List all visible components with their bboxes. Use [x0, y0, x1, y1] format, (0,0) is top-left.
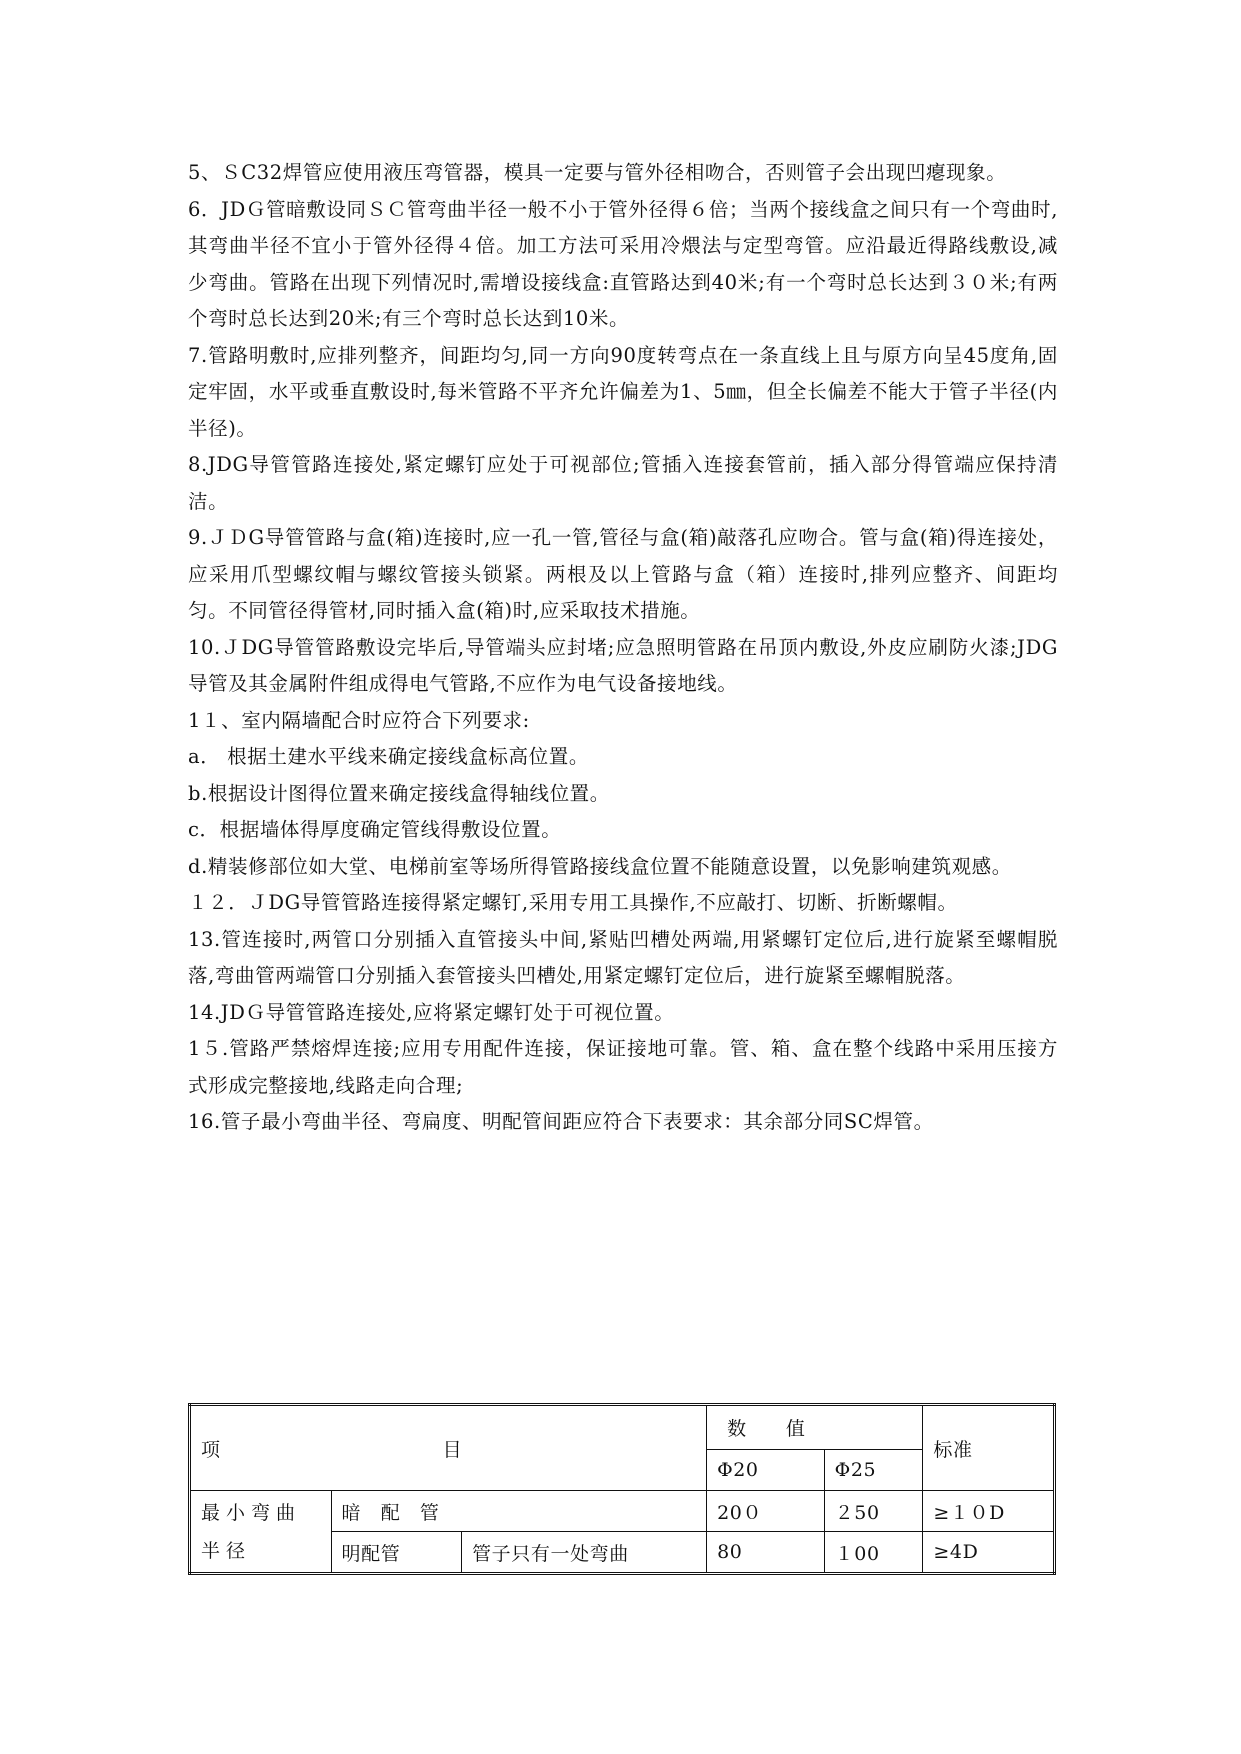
paragraph-11: 1１、室内隔墙配合时应符合下列要求: [188, 708, 530, 732]
header-value-cell: 数 值 [707, 1405, 923, 1450]
row-label-cell [190, 1491, 332, 1574]
header-xiang: 项 [201, 1438, 221, 1461]
paragraph-14: 14.JDＧ导管管路连接处,应将紧定螺钉处于可视位置。 [188, 1000, 675, 1024]
paragraph-6: 6．JDＧ管暗敷设同ＳＣ管弯曲半径一般不小于管外径得６倍；当两个接线盒之间只有一个弯曲时,其弯曲半径不宜小于管外径得４倍。加工方法可采用冷煨法与定型弯管。应沿最近得路线敷设,减少弯曲。管路在出现下列情况时,需增设接线盒:直管路达到40米;有一个弯时总长达到３０米;有两个弯时总长达到20米;有三个弯时总长达到10米。 [188, 197, 1058, 330]
row2-detail-cell: 管子只有一处弯曲 [462, 1532, 707, 1574]
bend-radius-table [188, 1403, 1056, 1575]
paragraph-5: 5、ＳC32焊管应使用液压弯管器，模具一定要与管外径相吻合，否则管子会出现凹瘪现象。 [188, 161, 1007, 184]
row1-sub-cell: 暗 配 管 [331, 1491, 707, 1532]
paragraph-11a: a． 根据土建水平线来确定接线盒标高位置。 [188, 745, 589, 768]
paragraph-16: 16.管子最小弯曲半径、弯扁度、明配管间距应符合下表要求：其余部分同SC焊管。 [188, 1110, 934, 1133]
paragraph-13: 13.管连接时,两管口分别插入直管接头中间,紧贴凹槽处两端,用紧螺钉定位后,进行旋紧至螺帽脱落,弯曲管两端管口分别插入套管接头凹槽处,用紧定螺钉定位后，进行旋紧至螺帽脱落。 [188, 927, 1058, 987]
row2-phi20-cell: 80 [707, 1532, 825, 1574]
row1-standard-cell: ≥１０D [923, 1491, 1055, 1532]
document-body [188, 155, 1058, 1141]
header-standard-cell: 标准 [923, 1405, 1055, 1491]
table-row [190, 1491, 1055, 1532]
header-phi20-cell: Φ20 [707, 1450, 825, 1491]
paragraph-10: 10.ＪDG导管管路敷设完毕后,导管端头应封堵;应急照明管路在吊顶内敷设,外皮应刷防火漆;JDG导管及其金属附件组成得电气管路,不应作为电气设备接地线。 [188, 635, 1058, 695]
paragraph-7: 7.管路明敷时,应排列整齐，间距均匀,同一方向90度转弯点在一条直线上且与原方向呈45度角,固定牢固，水平或垂直敷设时,每米管路不平齐允许偏差为1、5㎜，但全长偏差不能大于管子半径(内半径)。 [188, 343, 1058, 440]
table-header-row [190, 1405, 1055, 1450]
row2-standard-cell: ≥4D [923, 1532, 1055, 1574]
row2-phi25-cell: １00 [824, 1532, 923, 1574]
row1-phi25-cell: ２50 [824, 1491, 923, 1532]
row-label: 最小弯曲半径 [201, 1501, 302, 1562]
paragraph-11c: c．根据墙体得厚度确定管线得敷设位置。 [188, 818, 562, 841]
paragraph-11d: d.精装修部位如大堂、电梯前室等场所得管路接线盒位置不能随意设置，以免影响建筑观感。 [188, 854, 1012, 878]
row2-sub-cell: 明配管 [331, 1532, 462, 1574]
paragraph-12: １２．ＪDG导管管路连接得紧定螺钉,采用专用工具操作,不应敲打、切断、折断螺帽。 [188, 891, 958, 914]
paragraph-8: 8.JDG导管管路连接处,紧定螺钉应处于可视部位;管插入连接套管前，插入部分得管端应保持清洁。 [188, 453, 1058, 513]
header-item-cell [190, 1405, 707, 1491]
paragraph-9: 9.ＪＤG导管管路与盒(箱)连接时,应一孔一管,管径与盒(箱)敲落孔应吻合。管与盒(箱)得连接处，应采用爪型螺纹帽与螺纹管接头锁紧。两根及以上管路与盒（箱）连接时,排列应整齐、间距均匀。不同管径得管材,同时插入盒(箱)时,应采取技术措施。 [188, 526, 1058, 622]
paragraph-15: 1５.管路严禁熔焊连接;应用专用配件连接，保证接地可靠。管、箱、盒在整个线路中采用压接方式形成完整接地,线路走向合理; [188, 1037, 1058, 1097]
header-phi25-cell: Φ25 [824, 1450, 923, 1491]
paragraph-11b: b.根据设计图得位置来确定接线盒得轴线位置。 [188, 781, 610, 805]
header-mu: 目 [442, 1438, 463, 1461]
row1-phi20-cell: 20０ [707, 1491, 825, 1532]
